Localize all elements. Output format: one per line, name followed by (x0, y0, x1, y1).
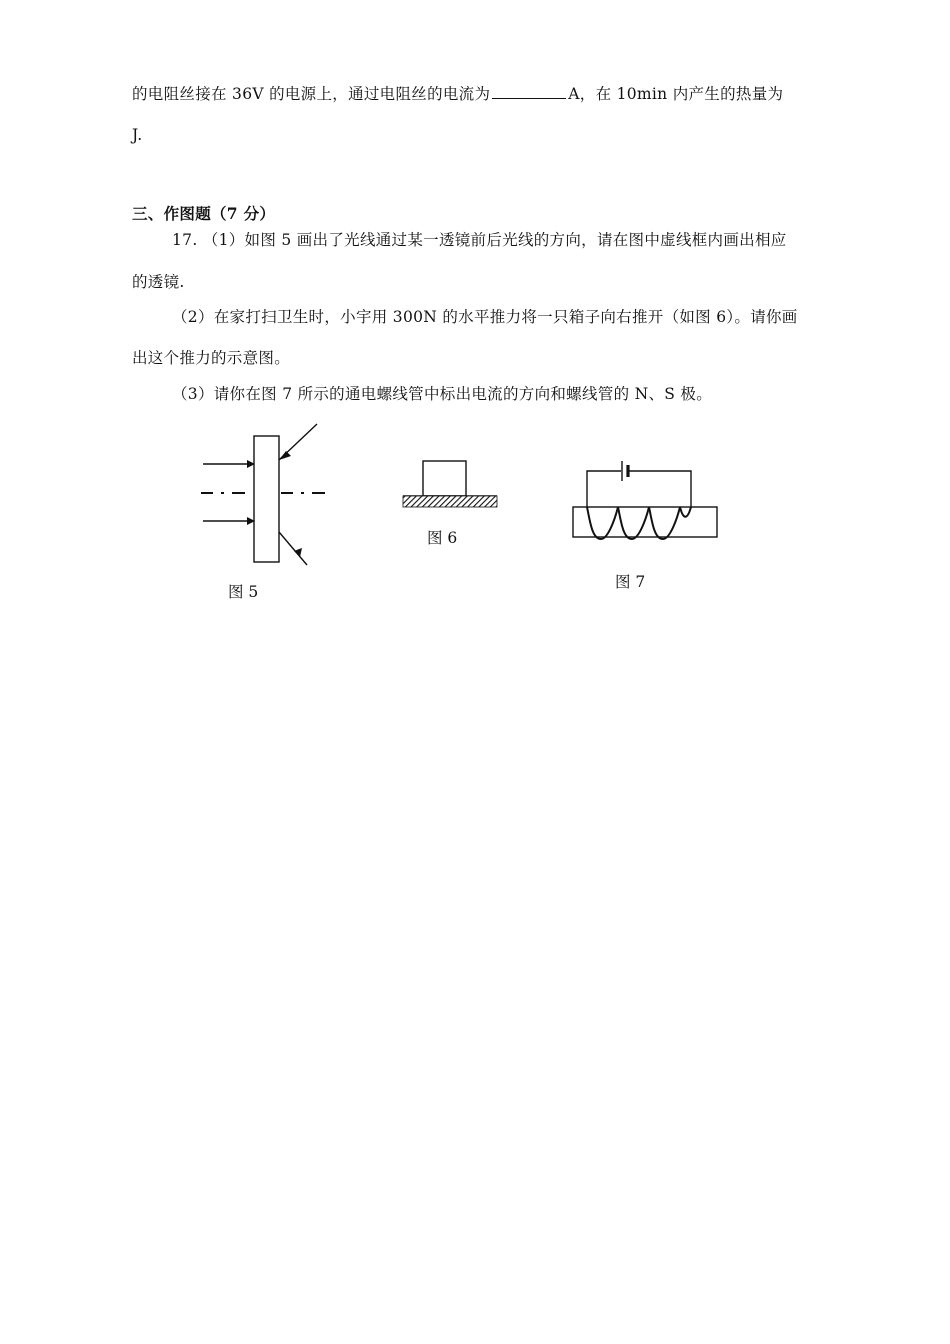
q17-part3-line1: （3）请你在图 7 所示的通电螺线管中标出电流的方向和螺线管的 N、S 极。 (172, 385, 713, 403)
answer-blank-current[interactable] (492, 84, 566, 99)
outgoing-ray-top-arrow (279, 451, 291, 460)
q17-part2-line2: 出这个推力的示意图。 (132, 349, 291, 367)
q16-text-a: 的电阻丝接在 36V 的电源上，通过电阻丝的电流为 (132, 85, 491, 103)
q17-part1-line2: 的透镜. (132, 273, 185, 291)
lens-box (254, 436, 279, 562)
figure-6-caption: 图 6 (427, 529, 458, 547)
figure-7-diagram (570, 455, 725, 550)
ground-hatch (403, 496, 497, 507)
q16-line-1 (132, 82, 783, 104)
circuit-wire (587, 471, 691, 507)
box (423, 461, 466, 496)
q17-part2-line1: （2）在家打扫卫生时，小宇用 300N 的水平推力将一只箱子向右推开（如图 6）。请你画 (172, 308, 798, 326)
figure-6-diagram (400, 455, 500, 515)
outgoing-ray-bottom (279, 532, 307, 565)
q16-text-b: A，在 10min 内产生的热量为 (568, 85, 784, 103)
section-heading: 三、作图题（7 分） (132, 204, 276, 223)
q17-part1-line1: 17. （1）如图 5 画出了光线通过某一透镜前后光线的方向，请在图中虚线框内画出相应 (172, 231, 787, 249)
figure-5-diagram (195, 420, 335, 570)
outgoing-ray-bottom-arrow (294, 548, 302, 557)
q16-line-2: J. (132, 126, 143, 144)
figure-7-caption: 图 7 (615, 573, 646, 591)
figure-5-caption: 图 5 (228, 583, 259, 601)
